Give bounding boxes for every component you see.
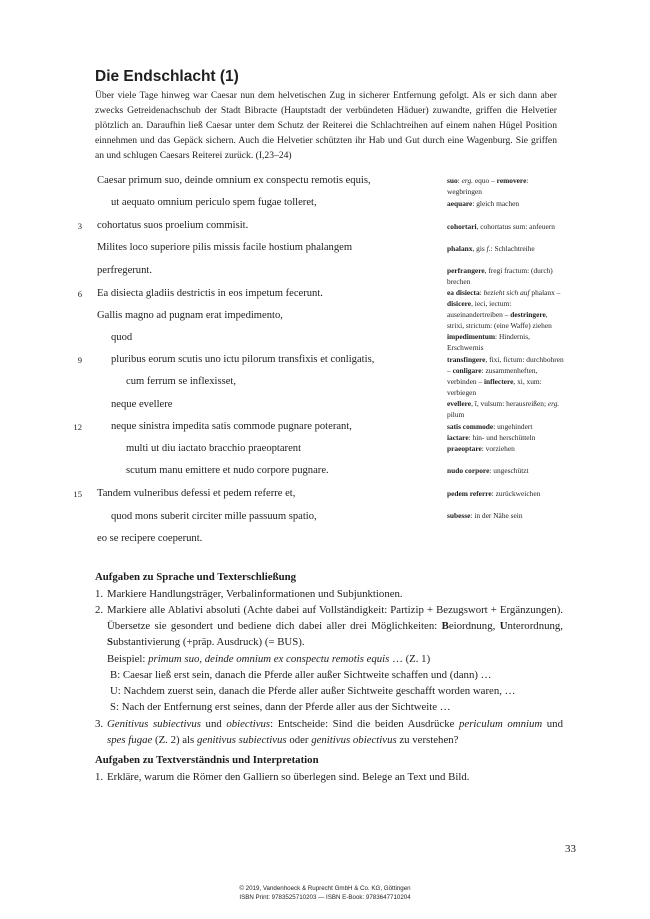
gloss-praeoptare: praeoptare: vorziehen — [447, 444, 515, 453]
task-1-3: 3. Genitivus subiectivus und obiectivus: Entscheide: Sind die beiden Ausdrücke periculum omnium und spes fugae (Z. 2) als genitivus subiectivus oder genitivus obiectivus zu verstehen? — [95, 718, 563, 747]
latin-line-1: Caesar primum suo, deinde omnium ex conspectu remotis equis, — [97, 175, 371, 186]
latin-line-6: Ea disiecta gladiis destrictis in eos impetum fecerunt. — [97, 288, 323, 299]
line-number-12: 12 — [73, 422, 82, 432]
task-2-1: 1. Erkläre, warum die Römer den Galliern so überlegen sind. Belege an Text und Bild. — [95, 771, 470, 783]
task-1-1: 1. Markiere Handlungsträger, Verbalinformationen und Subjunktionen. — [95, 588, 403, 600]
gloss-cohortari: cohortari, cohortatus sum: anfeuern — [447, 222, 555, 231]
gloss-aequare: aequare: gleich machen — [447, 199, 520, 208]
gloss-subesse: subesse: in der Nähe sein — [447, 511, 523, 520]
latin-line-3: cohortatus suos proelium commisit. — [97, 220, 249, 231]
copyright-footer — [0, 884, 650, 902]
latin-line-8: quod — [111, 332, 133, 343]
line-number-6: 6 — [77, 289, 82, 299]
gloss-satis-commode: satis commode: ungehindert — [447, 422, 533, 431]
latin-line-10: cum ferrum se inflexisset, — [126, 376, 237, 387]
page-title: Die Endschlacht (1) — [95, 68, 239, 85]
task-1-2: 2. Markiere alle Ablativi absoluti (Achte dabei auf Vollständigkeit: Partizip + Bezugswort + Ergänzungen). Übersetze sie gesondert und bediene dich dabei aller drei Möglichkeiten: Beiordnung, Unterordnung, Substantivierung (+präp. Ausdruck) (= BUS). Beispiel: primum suo, deinde omnium ex conspectu remotis equis … (Z. 1) B: Caesar ließ erst sein, danach die Pferde aller außer Sichtweite schaffen und (dann) … U: Nachdem zuerst sein, danach die Pferde aller außer Sichtweite geschafft worden waren, … S: Nach der Entfernung erst seines, dann der Pferde aller aus der Sichtweite … — [95, 602, 563, 715]
latin-line-15: Tandem vulneribus defessi et pedem referre et, — [97, 488, 296, 499]
line-number-3: 3 — [77, 221, 82, 231]
section-heading-interpretation: Aufgaben zu Textverständnis und Interpretation — [95, 754, 319, 766]
gloss-perfrangere: perfrangere, fregi fractum: (durch) brechen — [447, 266, 553, 286]
gloss-impedimentum: impedimentum: Hindernis, Erschwernis — [447, 332, 530, 352]
footer-copyright: © 2019, Vandenhoeck & Ruprecht GmbH & Co. KG, Göttingen — [239, 885, 411, 892]
example-option-s: S: Nach der Entfernung erst seines, dann der Pferde aller aus der Sichtweite … — [110, 701, 451, 714]
gloss-transfingere: transfingere, fixi, fictum: durchbohren – conligare: zusammenheften, verbinden – inflectere, xi, xum: verbiegen — [447, 355, 564, 397]
latin-line-5: perfregerunt. — [97, 265, 152, 276]
footer-isbn: ISBN Print: 9783525710203 — ISBN E-Book: 9783647710204 — [239, 894, 411, 901]
line-number-15: 15 — [73, 489, 82, 499]
latin-line-17: eo se recipere coeperunt. — [97, 533, 203, 544]
latin-line-9: pluribus eorum scutis uno ictu pilorum transfixis et conligatis, — [111, 354, 375, 365]
latin-line-2: ut aequato omnium periculo spem fugae tolleret, — [111, 197, 317, 208]
gloss-phalanx: phalanx, gis f.: Schlachtreihe — [447, 244, 535, 253]
example-option-b: B: Caesar ließ erst sein, danach die Pferde aller außer Sichtweite schaffen und (dann) … — [110, 668, 492, 681]
page-number: 33 — [565, 843, 576, 855]
line-number-9: 9 — [77, 355, 82, 365]
latin-line-16: quod mons suberit circiter mille passuum spatio, — [111, 511, 317, 522]
example-line: Beispiel: primum suo, deinde omnium ex conspectu remotis equis … (Z. 1) — [107, 652, 431, 665]
gloss-pedem-referre: pedem referre: zurückweichen — [447, 489, 541, 498]
gloss-nudo-corpore: nudo corpore: ungeschützt — [447, 466, 529, 475]
latin-line-7: Gallis magno ad pugnam erat impedimento, — [97, 310, 283, 321]
gloss-ea-disiecta: ea disiecta: bezieht sich auf phalanx – disicere, ieci, iectum: auseinandertreiben – destringere, strixi, strictum: (eine Waffe) ziehen — [447, 288, 561, 330]
latin-line-14: scutum manu emittere et nudo corpore pugnare. — [126, 465, 329, 476]
example-option-u: U: Nachdem zuerst sein, danach die Pferde aller außer Sichtweite geschafft worden waren, … — [110, 685, 516, 698]
latin-line-12: neque sinistra impedita satis commode pugnare poterant, — [111, 421, 352, 432]
gloss-suo: suo: erg. equo – removere: wegbringen — [447, 176, 529, 196]
latin-line-11: neque evellere — [111, 399, 173, 410]
latin-line-4: Milites loco superiore pilis missis facile hostium phalangem — [97, 242, 353, 253]
section-heading-language: Aufgaben zu Sprache und Texterschließung — [95, 571, 296, 583]
intro-paragraph: Über viele Tage hinweg war Caesar nun dem helvetischen Zug in sicherer Entfernung gefolgt. Als er sich dann aber zwecks Getreidenachschub der Stadt Bibracte (Hauptstadt der verbündeten Häduer) zuwandte, griffen die Helvetier plötzlich an. Daraufhin ließ Caesar unter dem Schutz der Reiterei die Schlachtreihen auf einem nahen Hügel Position einnehmen und das Gepäck sichern. Auch die Helvetier schützten ihr Hab und Gut durch eine Wagenburg. Sie griffen an und schlugen Caesars Reiterei zurück. (I,23–24) — [95, 90, 557, 161]
gloss-iactare: iactare: hin- und herschütteln — [447, 433, 536, 442]
latin-line-13: multi ut diu iactato bracchio praeoptarent — [126, 443, 302, 454]
gloss-evellere: evellere, ī, vulsum: herausreißen; erg. pilum — [447, 399, 560, 419]
